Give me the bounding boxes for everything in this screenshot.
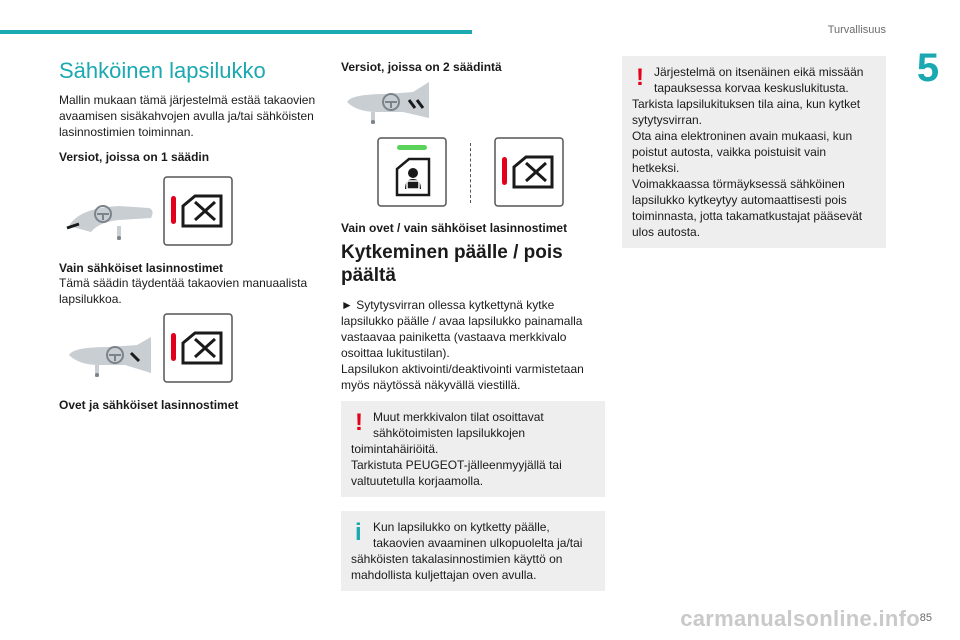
info-box-first-text: Kun lapsilukko on kytketty päälle, takaovien avaaminen ulkopuolelta ja/tai: [373, 520, 583, 550]
page-title: Sähköinen lapsilukko: [59, 58, 266, 83]
info-i-icon: i: [355, 519, 362, 546]
chapter-number: 5: [896, 48, 960, 88]
header-section-title: Turvallisuus: [827, 24, 886, 36]
header-accent-bar: [0, 30, 472, 34]
door-panel-right-icon: [59, 335, 159, 383]
caption-1-text: Tämä säädin täydentää takaovien manuaalista lapsilukkoa.: [59, 276, 308, 306]
caption-2-title: Ovet ja sähköiset lasinnostimet: [59, 398, 239, 412]
exclamation-mark-icon: !: [355, 409, 363, 436]
column-2: [341, 56, 605, 591]
watermark: carmanualsonline.info: [680, 606, 920, 631]
child-lock-button-icon: [377, 137, 447, 207]
exclamation-mark-icon: !: [636, 64, 644, 91]
warning-box-3-rest1: Tarkista lapsilukituksen tila aina, kun kytket sytytysvirran.: [632, 97, 861, 127]
door-panel-two-controls-icon: [341, 80, 441, 128]
window-lock-button-icon: [163, 176, 233, 246]
divider-dashed: [470, 143, 472, 203]
subheading-1-control: Versiot, joissa on 1 säädin: [59, 150, 210, 164]
warning-box-3-rest3: Voimakkaassa törmäyksessä sähköinen lapsilukko kytkeytyy automaattisesti pois toiminnasta, jotta takamatkustajat pääsevät ulos autosta.: [632, 177, 863, 239]
caption-1-title: Vain sähköiset lasinnostimet: [59, 261, 224, 275]
column-1: [59, 56, 321, 418]
column-3: [622, 56, 886, 248]
caption-3-title: Vain ovet / vain sähköiset lasinnostimet: [341, 221, 568, 235]
warning-box-rest2-text: Tarkistuta PEUGEOT-jälleenmyyjällä tai valtuutetulla korjaamolla.: [351, 458, 562, 488]
info-box-driver-door: [341, 511, 605, 591]
instruction-text: ► Sytytysvirran ollessa kytkettynä kytke lapsilukko päälle / avaa lapsilukko painamalla vastaavaa painiketta (vastaava merkkivalo osoittaa lukitustilan).: [341, 298, 583, 360]
intro-text: Mallin mukaan tämä järjestelmä estää takaovien avaamisen sisäkahvojen avulla ja/tai sähköisten lasinnostimien toiminnan.: [59, 93, 316, 139]
warning-box-rest-text: toimintahäiriöitä.: [351, 442, 439, 456]
page-number: 85: [919, 612, 932, 624]
section-heading: Kytkeminen päälle / pois päältä: [341, 242, 563, 286]
window-lock-button-icon: [163, 313, 233, 383]
instruction-text-2: Lapsilukon aktivointi/deaktivointi varmistetaan myös näytössä näkyvällä viestillä.: [341, 362, 584, 392]
info-box-rest-text: sähköisten takalasinnostimien käyttö on mahdollista kuljettajan oven avulla.: [351, 552, 563, 582]
warning-box-first-text: Muut merkkivalon tilat osoittavat sähkötoimisten lapsilukkojen: [373, 410, 544, 440]
window-lock-button-icon: [494, 137, 564, 207]
warning-box-3-first-text: Järjestelmä on itsenäinen eikä missään tapauksessa korvaa keskuslukitusta.: [654, 65, 864, 95]
door-panel-left-icon: [59, 198, 159, 246]
warning-box-indicator: [341, 401, 605, 497]
subheading-2-controls: Versiot, joissa on 2 säädintä: [341, 60, 502, 74]
warning-box-3-rest2: Ota aina elektroninen avain mukaasi, kun poistut autosta, vaikka poistuisit vain hetkeksi.: [632, 129, 853, 175]
warning-box-system: [622, 56, 886, 248]
